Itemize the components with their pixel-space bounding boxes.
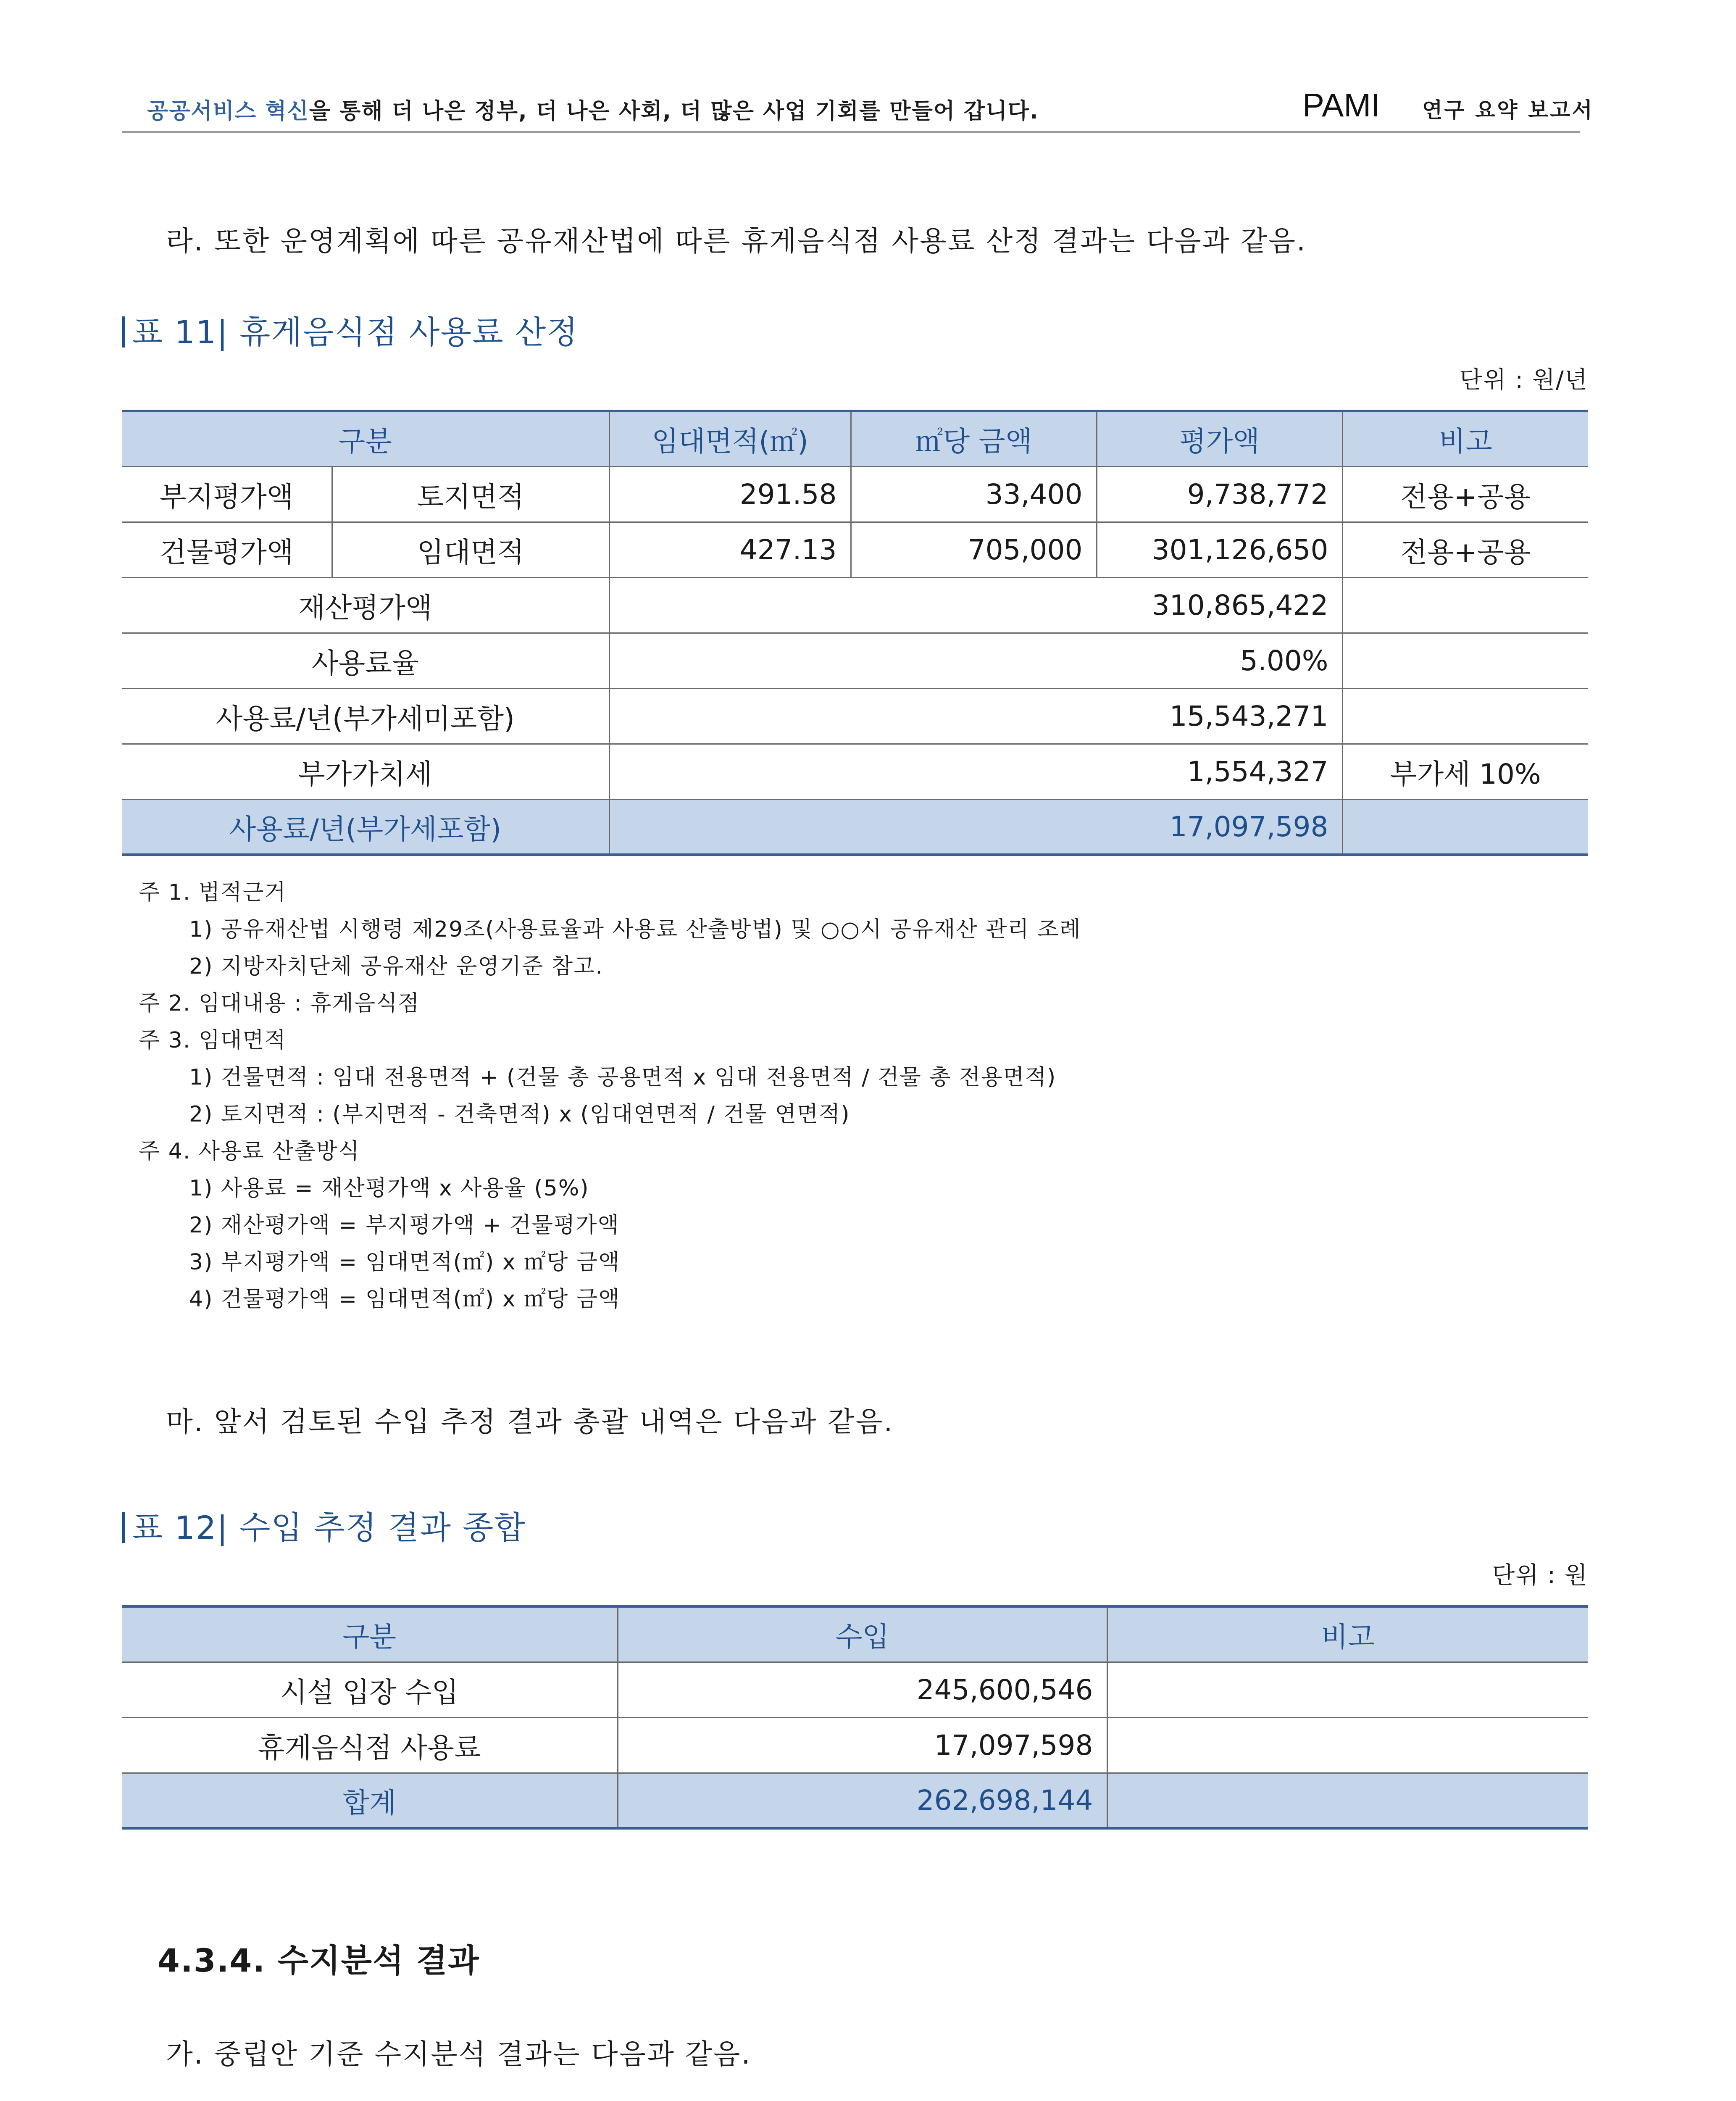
table-row [122,577,1588,633]
row-label: 부지평가액 [122,466,332,522]
note-line: 1) 건물면적 : 임대 전용면적 + (건물 총 공용면적 x 임대 전용면적 / 건물 총 전용면적) [189,1065,1057,1090]
total-label: 사용료/년(부가세포함) [122,799,609,855]
table-row [122,466,1588,522]
table-total-row [122,1773,1588,1828]
col-header-note: 비고 [1342,411,1588,466]
row-note: 전용+공용 [1342,466,1588,522]
summary-value: 1,554,327 [609,744,1342,799]
summary-note [1342,688,1588,744]
note-line: 3) 부지평가액 = 임대면적(㎡) x ㎡당 금액 [189,1250,621,1275]
summary-note [1342,633,1588,688]
table-11-title [122,307,579,353]
note-line: 2) 지방자치단체 공유재산 운영기준 참고. [189,954,603,979]
row-unit-price: 705,000 [851,522,1097,577]
paragraph-ra: 라. 또한 운영계획에 따른 공유재산법에 따른 휴게음식점 사용료 산정 결과는 다음과 같음. [166,225,1307,257]
row-area: 291.58 [609,466,851,522]
table-total-row [122,799,1588,855]
note-line: 2) 재산평가액 = 부지평가액 + 건물평가액 [189,1213,620,1238]
summary-value: 310,865,422 [609,577,1342,633]
header-slogan-accent: 공공서비스 혁신 [147,99,309,124]
row-valuation: 9,738,772 [1097,466,1342,522]
row-unit-price: 33,400 [851,466,1097,522]
table-12-title [122,1502,526,1548]
header-slogan-rest: 을 통해 더 나은 정부, 더 나은 사회, 더 많은 사업 기회를 만들어 갑니다. [309,99,1039,124]
table-11 [122,410,1588,856]
total-label: 합계 [122,1773,618,1828]
col-header-unit-price: ㎡당 금액 [851,411,1097,466]
table-11-title-text: 표 11| 휴게음식점 사용료 산정 [132,313,579,351]
row-label: 시설 입장 수입 [122,1662,618,1717]
note-line: 주 3. 임대면적 [139,1028,287,1053]
table-row [122,1662,1588,1717]
col-header-area: 임대면적(㎡) [609,411,851,466]
note-line: 1) 사용료 = 재산평가액 x 사용율 (5%) [189,1176,589,1201]
table-row [122,688,1588,744]
note-line: 주 2. 임대내용 : 휴게음식점 [139,991,420,1016]
col-header-category: 구분 [122,1606,618,1662]
summary-label: 사용료율 [122,633,609,688]
row-sublabel: 토지면적 [332,466,609,522]
total-value: 262,698,144 [618,1773,1107,1828]
title-bar-mark [122,1512,125,1543]
note-line: 주 4. 사용료 산출방식 [139,1139,360,1164]
table-12-unit: 단위 : 원 [1492,1562,1588,1589]
row-area: 427.13 [609,522,851,577]
row-sublabel: 임대면적 [332,522,609,577]
summary-label: 부가가치세 [122,744,609,799]
header-brand: PAMI [1302,87,1380,124]
summary-label: 재산평가액 [122,577,609,633]
paragraph-ma: 마. 앞서 검토된 수입 추정 결과 총괄 내역은 다음과 같음. [166,1406,894,1438]
table-11-notes [139,874,1081,1318]
row-label: 휴게음식점 사용료 [122,1717,618,1773]
table-11-unit: 단위 : 원/년 [1460,366,1588,394]
table-header-row [122,411,1588,466]
row-value: 245,600,546 [618,1662,1107,1717]
table-row [122,522,1588,577]
summary-value: 15,543,271 [609,688,1342,744]
col-header-valuation: 평가액 [1097,411,1342,466]
summary-value: 5.00% [609,633,1342,688]
total-note [1107,1773,1588,1828]
table-row [122,744,1588,799]
title-bar-mark [122,316,125,348]
note-line: 1) 공유재산법 시행령 제29조(사용료율과 사용료 산출방법) 및 ○○시 공유재산 관리 조례 [189,917,1081,942]
paragraph-ga: 가. 중립안 기준 수지분석 결과는 다음과 같음. [166,2038,752,2070]
header-slogan [147,93,1039,125]
row-note [1107,1717,1588,1773]
row-label: 건물평가액 [122,522,332,577]
table-row [122,1717,1588,1773]
total-note [1342,799,1588,855]
header-report-label: 연구 요약 보고서 [1422,98,1594,122]
col-header-note: 비고 [1107,1606,1588,1662]
header-divider [122,131,1580,133]
note-line: 2) 토지면적 : (부지면적 - 건축면적) x (임대연면적 / 건물 연면적) [189,1102,850,1127]
summary-label: 사용료/년(부가세미포함) [122,688,609,744]
table-12 [122,1605,1588,1830]
row-note [1107,1662,1588,1717]
section-title: 4.3.4. 수지분석 결과 [158,1942,480,1979]
summary-note [1342,577,1588,633]
row-valuation: 301,126,650 [1097,522,1342,577]
row-note: 전용+공용 [1342,522,1588,577]
note-line: 주 1. 법적근거 [139,880,287,905]
total-value: 17,097,598 [609,799,1342,855]
table-12-title-text: 표 12| 수입 추정 결과 종합 [132,1509,526,1546]
note-line: 4) 건물평가액 = 임대면적(㎡) x ㎡당 금액 [189,1287,621,1312]
row-value: 17,097,598 [618,1717,1107,1773]
col-header-revenue: 수입 [618,1606,1107,1662]
table-row [122,633,1588,688]
table-header-row [122,1606,1588,1662]
summary-note: 부가세 10% [1342,744,1588,799]
col-header-category: 구분 [122,411,609,466]
